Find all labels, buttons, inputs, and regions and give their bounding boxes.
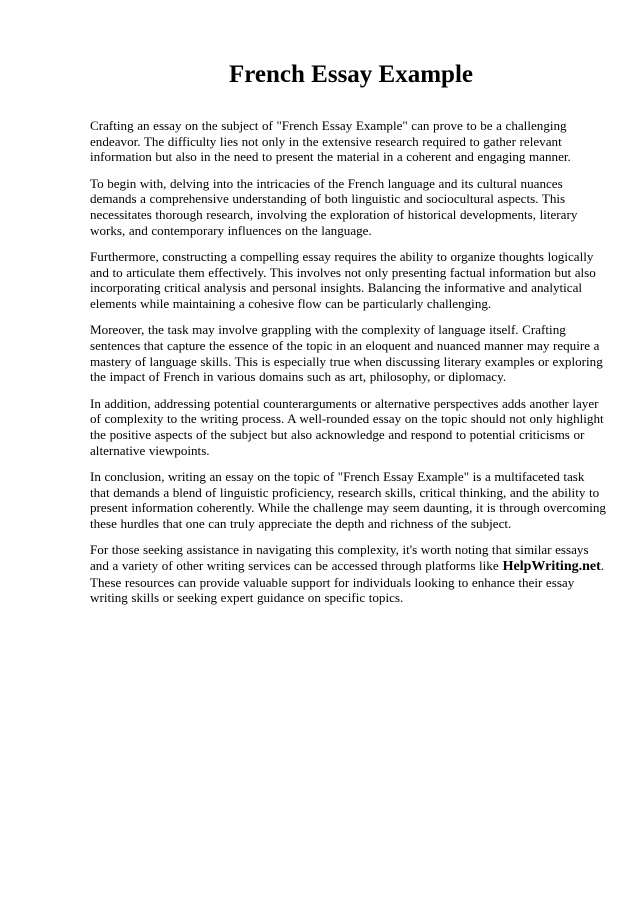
- paragraph-language: [90, 176, 602, 239]
- paragraph-counterarguments: [90, 396, 602, 459]
- text-line: mastery of language skills. This is especially true when discussing literary examples or exploring: [90, 353, 603, 369]
- brand-name: HelpWriting.net: [502, 558, 601, 574]
- text-line: To begin with, delving into the intricacies of the French language and its cultural nuances: [90, 175, 563, 191]
- text-line: These resources can provide valuable support for individuals looking to enhance their essay: [90, 574, 575, 590]
- text-line: present information coherently. While the challenge may seem daunting, it is through overcoming: [90, 500, 606, 516]
- text-line-prefix: and a variety of other writing services can be accessed through platforms like: [90, 557, 499, 573]
- text-line: Crafting an essay on the subject of "French Essay Example" can prove to be a challenging: [90, 118, 567, 133]
- paragraph-intro: [90, 118, 602, 165]
- text-line: In addition, addressing potential counterarguments or alternative perspectives adds another layer: [90, 395, 599, 411]
- document-page: [90, 58, 606, 616]
- text-line: For those seeking assistance in navigating this complexity, it's worth noting that similar essays: [90, 542, 589, 558]
- text-line: In conclusion, writing an essay on the topic of "French Essay Example" is a multifaceted task: [90, 468, 585, 484]
- text-line: elements while maintaining a cohesive flow can be particularly challenging.: [90, 296, 492, 312]
- text-line: endeavor. The difficulty lies not only in the extensive research required to gather relevant: [90, 133, 562, 149]
- paragraph-conclusion: [90, 468, 606, 532]
- text-line: sentences that capture the essence of the topic in an eloquent and nuanced manner may require a: [90, 337, 600, 353]
- text-line: of complexity to the writing process. A well-rounded essay on the topic should not only highlight: [90, 411, 604, 427]
- text-line: information but also in the need to present the material in a coherent and engaging manner.: [90, 149, 571, 165]
- text-line: incorporating critical analysis and personal insights. Balancing the informative and analytical: [90, 280, 583, 296]
- text-line: these hurdles that one can truly appreciate the depth and richness of the subject.: [90, 515, 512, 531]
- text-line: and to articulate them effectively. This involves not only presenting factual information but also: [90, 264, 596, 280]
- text-line-with-brand: [90, 557, 605, 575]
- paragraph-structure: [90, 249, 602, 312]
- text-line: Furthermore, constructing a compelling essay requires the ability to organize thoughts logically: [90, 248, 594, 264]
- text-line: the positive aspects of the subject but also acknowledge and respond to potential criticisms or: [90, 426, 585, 442]
- text-line: alternative viewpoints.: [90, 442, 210, 458]
- text-line: works, and contemporary influences on the language.: [90, 222, 372, 238]
- text-line: the impact of French in various domains such as art, philosophy, or diplomacy.: [90, 369, 507, 385]
- page-title: French Essay Example: [229, 61, 473, 88]
- paragraph-closing: [90, 542, 605, 606]
- text-line: Moreover, the task may involve grappling with the complexity of language itself. Crafting: [90, 322, 566, 338]
- text-line-suffix: .: [600, 557, 605, 573]
- text-line: writing skills or seeking expert guidance on specific topics.: [90, 590, 404, 606]
- text-line: necessitates thorough research, involving the exploration of historical developments, literary: [90, 207, 578, 223]
- text-line: that demands a blend of linguistic proficiency, research skills, critical thinking, and the ability to: [90, 484, 600, 500]
- paragraph-complexity: [90, 322, 602, 385]
- text-line: demands a comprehensive understanding of both linguistic and sociocultural aspects. This: [90, 191, 566, 207]
